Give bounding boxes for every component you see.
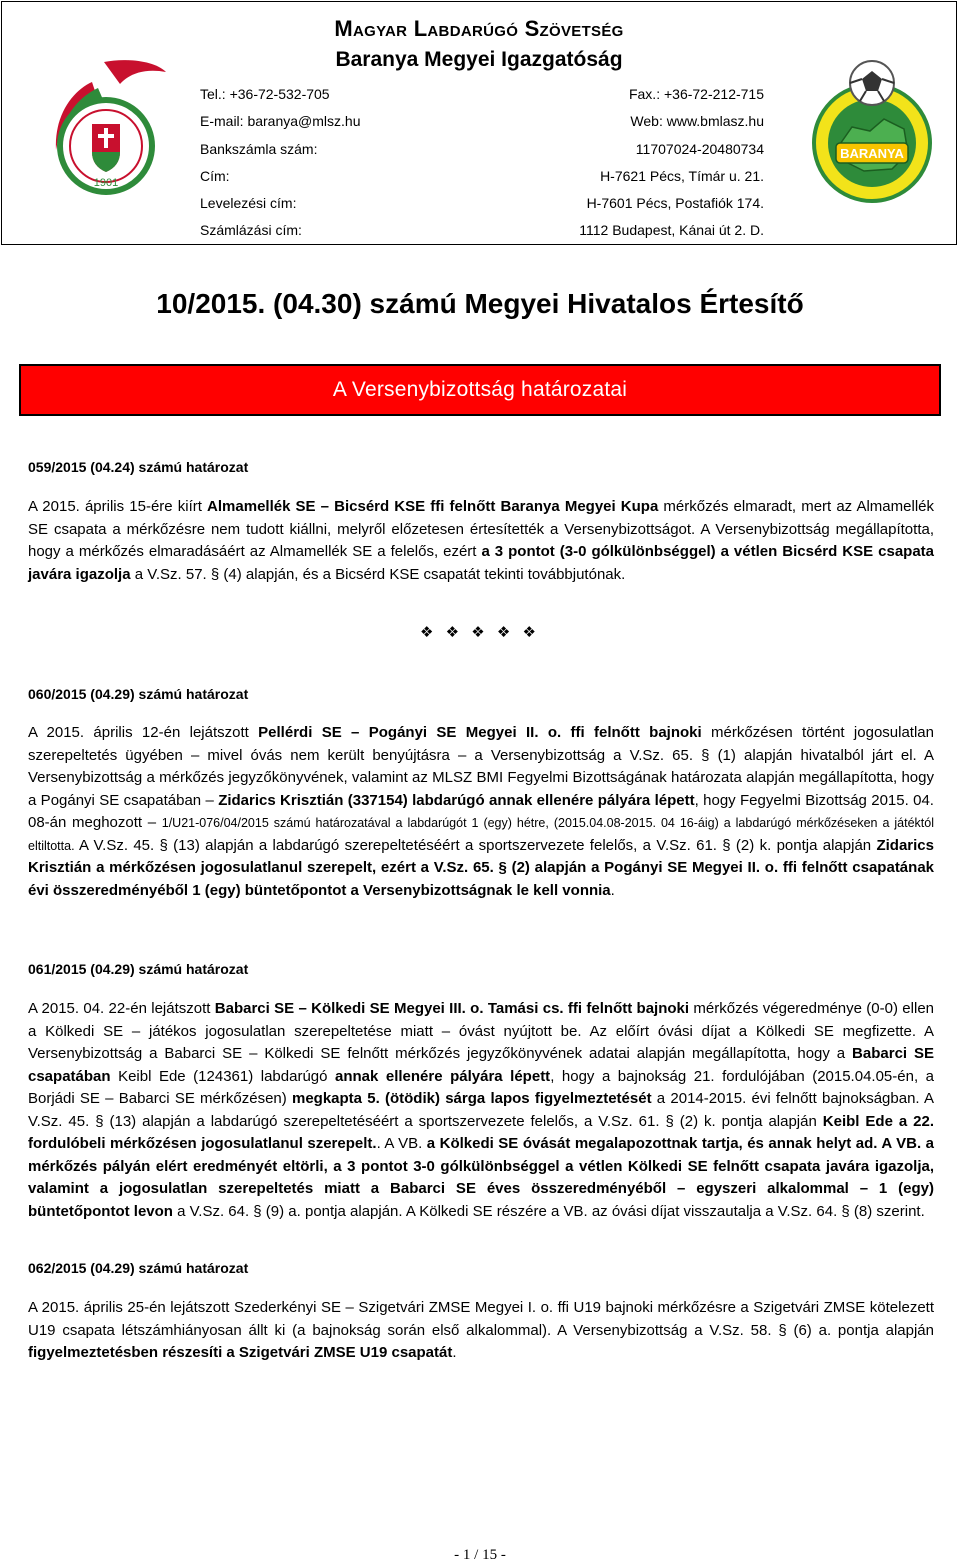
phone-label: Tel.: +36-72-532-705 <box>200 86 330 102</box>
decision-059-text <box>28 496 934 586</box>
bold-run: Zidarics Krisztián a mérkőzésen jogosulatlanul szerepelt, ezért a V.Sz. 65. § (2) alapján a Pogányi SE Megyei II. o. ffi felnőtt csapatának évi összeredményéből 1 (egy) büntetőpontot a Versenybizottságnak le kell vonnia <box>28 836 934 899</box>
text-run: a V.Sz. 57. § (4) alapján, és a Bicsérd KSE csapatát tekinti továbbjutónak. <box>130 565 626 583</box>
email-label: E-mail: baranya@mlsz.hu <box>200 113 361 129</box>
bold-run: Zidarics Krisztián (337154) labdarúgó annak ellenére pályára lépett <box>218 791 695 809</box>
bold-run: figyelmeztetésben részesíti a Szigetvári ZMSE U19 csapatát <box>28 1344 453 1361</box>
address-value: H-7621 Pécs, Tímár u. 21. <box>600 168 764 184</box>
info-row-email <box>200 113 764 135</box>
text-run: Keibl Ede (124361) labdarúgó <box>110 1067 335 1085</box>
letterhead <box>1 1 957 245</box>
bold-run: a Kölkedi SE óvását megalapozottnak tartja, és annak helyt ad. A VB. a mérkőzés pályán elért eredményét eltörli, a 3 pontot 3-0 gólkülönbséggel a vétlen Kölkedi SE felnőtt csapata javára igazolja, valamint a jogosulatlan szerepeltetés miatt a Babarci SE éves összeredményéből – egyszeri alkalommal – 1 (egy) büntetőpontot levon <box>28 1135 934 1220</box>
bank-label: Bankszámla szám: <box>200 141 318 157</box>
info-row-billing <box>200 222 764 244</box>
info-row-mail <box>200 195 764 217</box>
logo-year: 1901 <box>93 177 119 189</box>
mlsz-crest-icon <box>34 54 174 204</box>
web-value: Web: www.bmlasz.hu <box>630 113 764 129</box>
text-run: A 2015. április 15-ére kiírt <box>28 498 208 515</box>
text-run: A 2015. április 25-én lejátszott Szederkényi SE – Szigetvári ZMSE Megyei I. o. ffi U19 bajnoki mérkőzésre a Szigetvári ZMSE kötelezett U19 csapata létszámhiányosan állt ki (a bajnokság során első alkalommal). A Versenybizottság a V.Sz. 58. § (6) a. pontja alapján <box>28 1299 934 1339</box>
bold-run: megkapta 5. (ötödik) sárga lapos figyelmeztetését <box>291 1090 652 1107</box>
text-run: a V.Sz. 64. § (9) a. pontja alapján. A Kölkedi SE részére a VB. az óvási díjat visszautalja a V.Sz. 64. § (8) szerint. <box>172 1202 925 1220</box>
baranya-crest-icon <box>808 57 936 207</box>
decision-061-text <box>28 998 934 1223</box>
section-divider: ❖ ❖ ❖ ❖ ❖ <box>420 624 540 641</box>
fax-value: Fax.: +36-72-212-715 <box>628 86 764 102</box>
info-row-address <box>200 168 764 190</box>
org-name: Magyar Labdarúgó Szövetség <box>334 16 624 41</box>
page-title: 10/2015. (04.30) számú Megyei Hivatalos Értesítő <box>156 288 804 319</box>
decision-062-text <box>28 1297 934 1365</box>
text-run: a 2014-2015. évi felnőtt bajnokságban. A V.Sz. 45. § (13) alapján a labdarúgó szerepeltetéséért a sportszervezete felelős, a V.Sz. 61. § (2) k. pontja alapján <box>28 1090 934 1130</box>
decision-061-heading: 061/2015 (04.29) számú határozat <box>28 961 249 977</box>
info-row-bank <box>200 141 764 163</box>
text-run: , hogy Fegyelmi Bizottság 2015. 04. 08-án meghozott – <box>28 791 934 831</box>
bold-run: a 3 pontot (3-0 gólkülönbséggel) a vétlen Bicsérd KSE csapata javára igazolja <box>28 543 935 583</box>
bank-value: 11707024-20480734 <box>635 141 764 157</box>
baranya-logo <box>808 57 936 207</box>
bold-run: Pellérdi SE – Pogányi SE Megyei II. o. ffi felnőtt bajnoki <box>258 724 702 741</box>
decision-059-heading: 059/2015 (04.24) számú határozat <box>28 459 249 475</box>
decision-060-heading: 060/2015 (04.29) számú határozat <box>28 686 249 702</box>
address-label: Cím: <box>200 168 230 184</box>
bold-run: Babarci SE csapatában <box>28 1045 934 1085</box>
text-run: mérkőzés elmaradt, mert az Almamellék SE csapata a mérkőzésre nem tudott kiállni, melyről előzetesen értesítették a Versenybizottságot. A Versenybizottság megállapította, hogy a mérkőzés elmaradásáért az Almamellék SE a felelős, ezért <box>28 498 934 560</box>
text-run: . <box>610 881 615 899</box>
text-run: A 2015. április 12-én lejátszott <box>28 724 259 741</box>
logo-badge-text: BARANYA <box>840 146 904 161</box>
bold-run: Keibl Ede a 22. fordulóbeli mérkőzésen jogosulatlanul szerepelt. <box>28 1112 934 1152</box>
info-row-phone <box>200 86 764 108</box>
text-run: A 2015. 04. 22-én lejátszott <box>28 1000 215 1017</box>
decision-060-text <box>28 722 934 902</box>
section-banner <box>19 364 941 416</box>
org-subtitle: Baranya Megyei Igazgatóság <box>335 48 623 71</box>
page-number: - 1 / 15 - <box>454 1547 506 1563</box>
text-run: mérkőzés végeredménye (0-0) ellen a Kölkedi SE – játékos jogosulatlan szerepeltetése miatt – óvást nyújtott be. Az előírt óvási díjat a Kölkedi SE megfizette. A Versenybizottság a Babarci SE – Kölkedi SE felnőtt mérkőzés jegyzőkönyvének adatai alapján megállapította, hogy a <box>28 1000 935 1062</box>
text-run: , hogy a bajnokság 21. fordulójában (2015.04.05-én, a Borjádi SE – Babarci SE mérkőzésen) <box>28 1067 934 1107</box>
banner-text: A Versenybizottság határozatai <box>332 378 628 401</box>
mail-value: H-7601 Pécs, Postafiók 174. <box>586 195 764 211</box>
mail-label: Levelezési cím: <box>200 195 297 211</box>
mlsz-logo <box>34 54 174 204</box>
text-run: . A VB. <box>376 1135 427 1152</box>
text-run: mérkőzésen történt jogosulatlan szerepeltetés ügyében – mivel óvás nem került benyújtásra – a Versenybizottság a V.Sz. 65. § (1) alapján hivatalból járt el. A Versenybizottság a mérkőzés jegyzőkönyvének, valamint az MLSZ BMI Fegyelmi Bizottságának határozata alapján megállapította, hogy a Pogányi SE csapatában – <box>28 724 934 809</box>
bold-run: Babarci SE – Kölkedi SE Megyei III. o. Tamási cs. ffi felnőtt bajnoki <box>214 1000 690 1017</box>
text-run: A V.Sz. 45. § (13) alapján a labdarúgó szerepeltetéséért a sportszervezete felelős, a V.Sz. 61. § (2) k. pontja alapján <box>74 836 877 854</box>
bold-run: Almamellék SE – Bicsérd KSE ffi felnőtt Baranya Megyei Kupa <box>207 498 659 515</box>
small-run: 1/U21-076/04/2015 számú határozatával a labdarúgót 1 (egy) hétre, (2015.04.08-2015. 04 16-áig) a labdarúgó mérkőzéseken a játéktól eltiltotta. <box>28 816 934 853</box>
decision-062-heading: 062/2015 (04.29) számú határozat <box>28 1260 249 1276</box>
text-run: . <box>452 1344 457 1361</box>
billing-value: 1112 Budapest, Kánai út 2. D. <box>579 222 764 238</box>
bold-run: annak ellenére pályára lépett <box>335 1067 551 1085</box>
billing-label: Számlázási cím: <box>200 222 302 238</box>
